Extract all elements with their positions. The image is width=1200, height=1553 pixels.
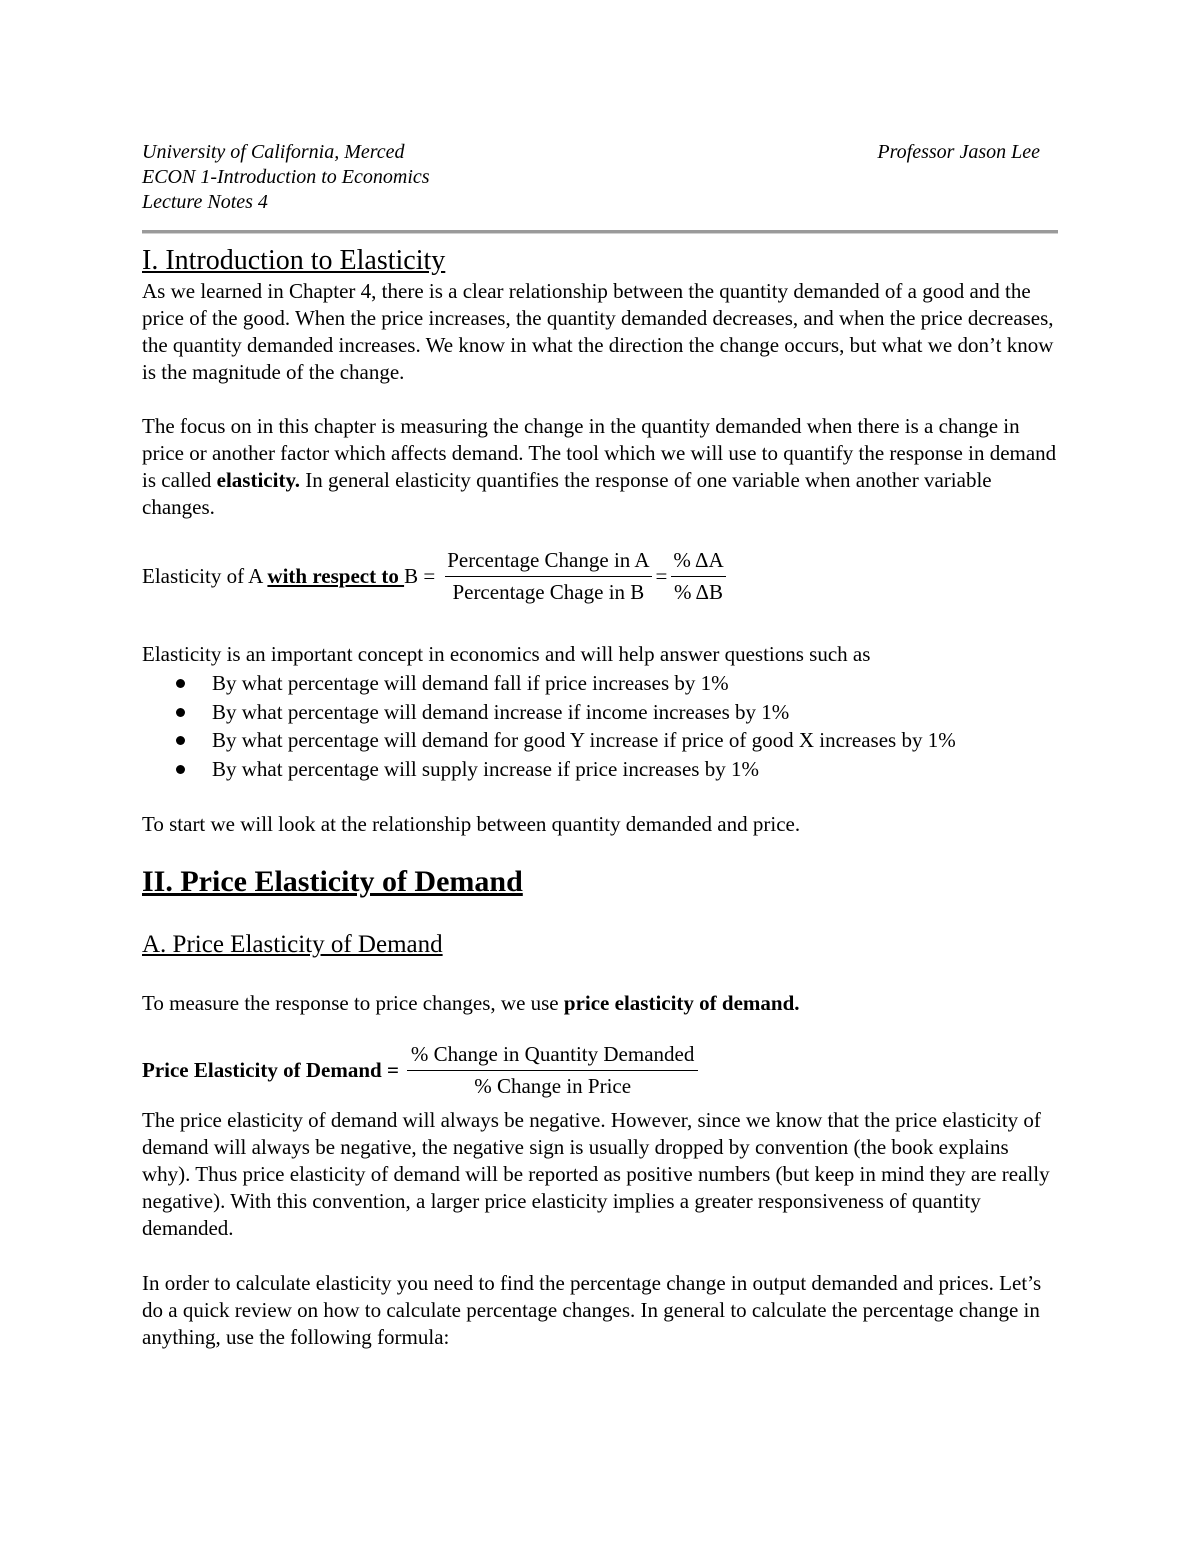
formula-fraction-2 [671, 548, 725, 605]
professor-name: Professor Jason Lee [877, 141, 1040, 163]
fraction-1-denominator: Percentage Chage in B [452, 580, 645, 604]
header-divider [142, 230, 1058, 234]
elasticity-formula [142, 548, 730, 605]
question-text: By what percentage will supply increase if price increases by 1% [212, 756, 759, 781]
para2-bold-term: elasticity. [216, 468, 301, 492]
list-item [142, 726, 1082, 755]
section2-paragraph-1: The price elasticity of demand will always be negative. However, since we know that the price elasticity of demand will always be negative, the negative sign is usually dropped by convention (the book explains why). Thus price elasticity of demand will be reported as positive numbers (but keep in mind they are really negative). With this convention, a larger price elasticity implies a greater responsiveness of quantity demanded. [142, 1108, 1050, 1240]
intro-bold-term: price elasticity of demand. [563, 991, 800, 1015]
questions-list [142, 669, 1082, 783]
list-item [142, 698, 1082, 727]
list-item [142, 755, 1082, 784]
section1-paragraph-1: As we learned in Chapter 4, there is a clear relationship between the quantity demanded of a good and the price of the good. When the price increases, the quantity demanded decreases, and when the price decreases, the quantity demanded increases. We know in what the direction the change occurs, but what we don’t know is the magnitude of the change. [142, 279, 1054, 384]
formula-lhs-suffix: B = [404, 564, 436, 588]
formula-lhs-bold: with respect to [267, 564, 405, 588]
section2-paragraph-2: In order to calculate elasticity you need to find the percentage change in output demanded and prices. Let’s do a quick review on how to calculate percentage changes. In general to calculate the percentage change in anything, use the following formula: [142, 1271, 1042, 1349]
para2-text-a: The focus on in this chapter is measuring the change in the quantity demanded when there is a change in price or another factor which affects demand. The tool which we will use to quantify the response in demand is called [142, 414, 1057, 492]
section1-heading: I. Introduction to Elasticity [142, 245, 446, 276]
formula-equals: = [655, 564, 668, 588]
course-title: ECON 1-Introduction to Economics [142, 166, 430, 188]
ped-fraction [407, 1042, 698, 1099]
questions-intro: Elasticity is an important concept in economics and will help answer questions such as [142, 642, 871, 666]
question-text: By what percentage will demand fall if price increases by 1% [212, 671, 729, 695]
formula-fraction-1 [445, 548, 651, 605]
price-elasticity-formula [142, 1042, 702, 1099]
list-item [142, 669, 1082, 698]
formula-lhs-prefix: Elasticity of A [142, 564, 268, 588]
document-header [142, 140, 1040, 215]
ped-formula-lhs: Price Elasticity of Demand = [142, 1058, 399, 1082]
lecture-title: Lecture Notes 4 [142, 191, 268, 213]
bullet-icon [176, 765, 185, 774]
bullet-icon [176, 708, 185, 717]
question-text: By what percentage will demand increase if income increases by 1% [212, 699, 790, 724]
ped-numerator: % Change in Quantity Demanded [407, 1042, 698, 1071]
bullet-icon [176, 679, 185, 688]
section2-intro [142, 990, 1060, 1017]
section2-heading: II. Price Elasticity of Demand [142, 865, 523, 898]
section2-subheading: A. Price Elasticity of Demand [142, 931, 443, 958]
fraction-2-denominator: % ΔB [673, 580, 724, 604]
section1-closing: To start we will look at the relationship between quantity demanded and price. [142, 812, 801, 836]
fraction-1-numerator: Percentage Change in A [445, 548, 651, 577]
intro-text: To measure the response to price changes, we use [142, 991, 564, 1015]
para2-text-b: In general elasticity quantifies the response of one variable when another variable changes. [142, 468, 992, 519]
question-text: By what percentage will demand for good Y increase if price of good X increases by 1% [212, 728, 956, 752]
fraction-2-numerator: % ΔA [671, 548, 725, 577]
bullet-icon [176, 736, 185, 745]
university-name: University of California, Merced [142, 141, 405, 163]
ped-denominator: % Change in Price [474, 1074, 632, 1098]
section1-paragraph-2 [142, 413, 1060, 521]
